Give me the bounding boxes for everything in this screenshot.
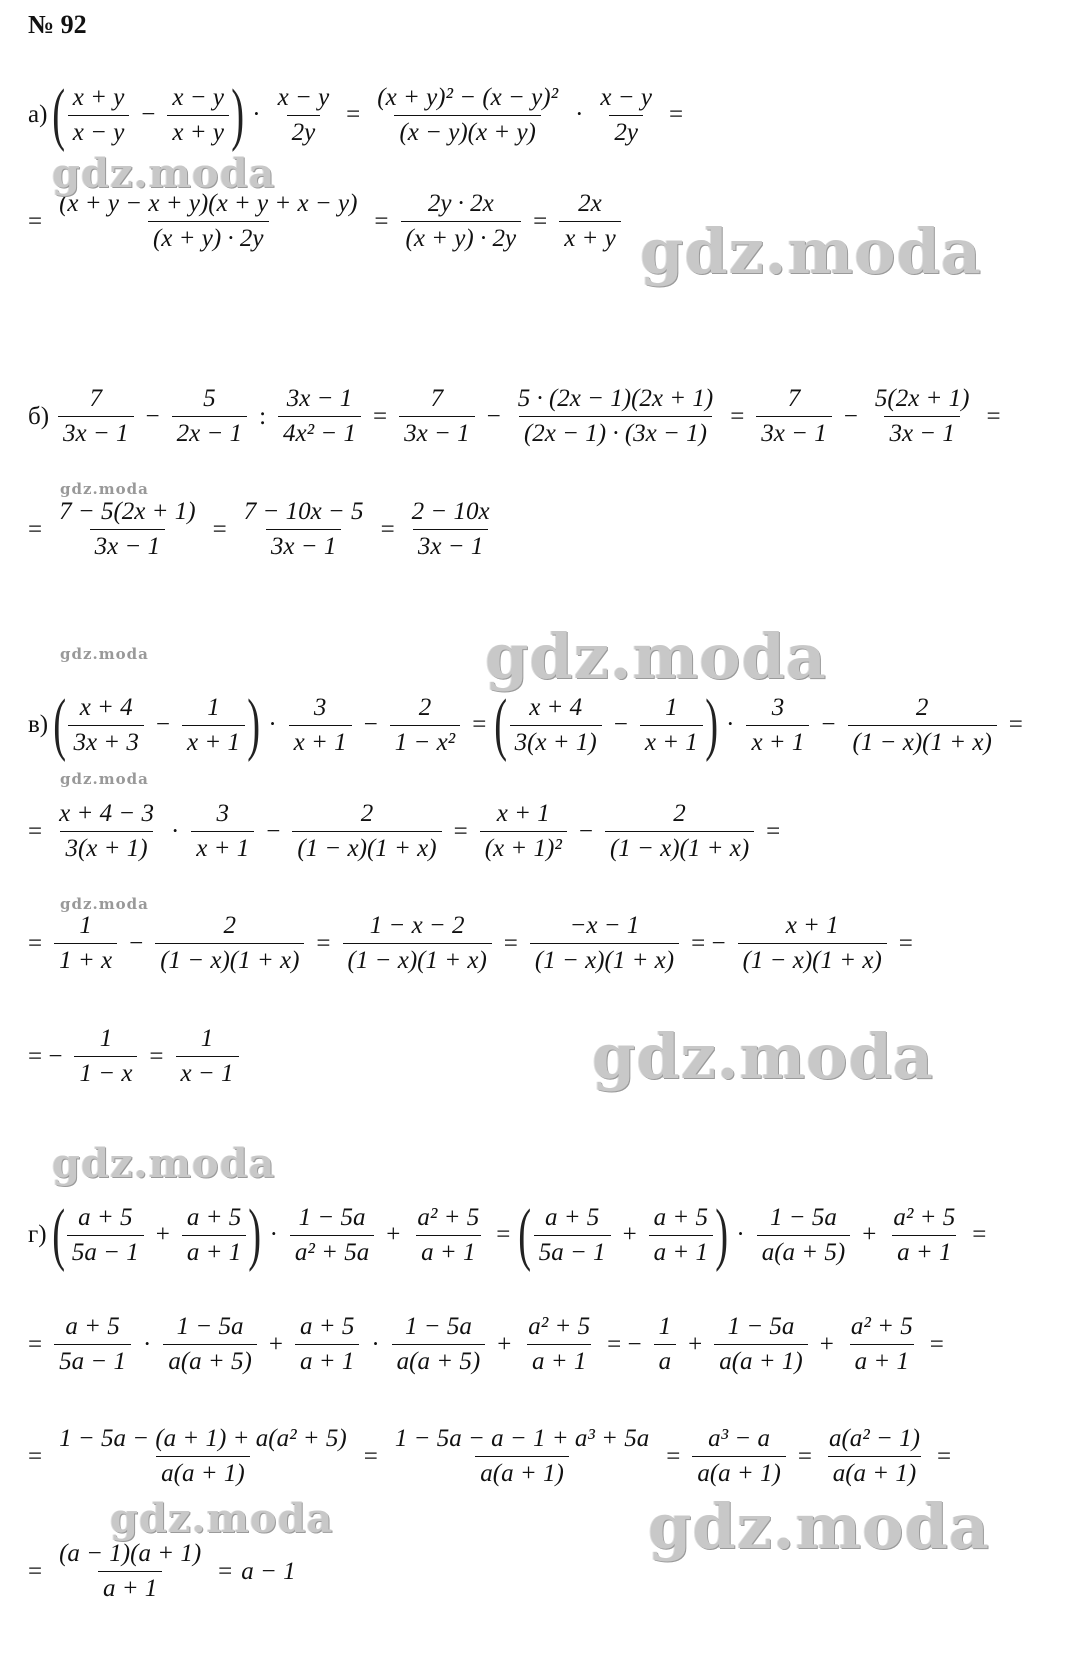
- fraction: $\frac{a + 5}{a + 1}$: [182, 1204, 246, 1267]
- fraction: $\frac{x - y}{2y}$: [600, 83, 652, 146]
- watermark: gdz.moda: [60, 895, 149, 913]
- fraction: $\frac{(x + y - x + y)(x + y + x - y)}{(x + y) \cdot 2y}$: [59, 190, 358, 252]
- solution-b-line-2: = $\frac{7 - 5(2x + 1)}{3x - 1}$ = $\frac{7 - 10x - 5}{3x - 1}$ = $\frac{2 - 10x}{3x - 1}$: [28, 498, 1048, 561]
- fraction: $\frac{1}{x + 1}$: [640, 694, 703, 757]
- fraction: $\frac{2 - 10x}{3x - 1}$: [411, 498, 490, 560]
- solution-g-line-3: = $\frac{\text{1 − 5a − (a + 1) + a(a² + 5)}}{a(a + 1)}$ = $\frac{\text{1 − 5a − a − 1 + a³ + 5a}}{a(a + 1)}$ = $\frac{\text{a³ − a}}{a(a + 1)}$ = $\frac{\text{a(a² − 1)}}{a(a + 1)}$ =: [28, 1425, 952, 1487]
- fraction: $\frac{a + 5}{5a - 1}$: [67, 1204, 144, 1267]
- fraction: $\frac{x - y}{2y}$: [277, 83, 330, 146]
- fraction: $\frac{1 - 5a}{a(a + 5)}$: [392, 1313, 486, 1376]
- fraction: $\frac{\text{a³ − a}}{a(a + 1)}$: [692, 1425, 786, 1488]
- watermark: gdz.moda: [640, 215, 982, 288]
- fraction: $\frac{5 \cdot (2x - 1)(2x + 1)}{(2x - 1) \cdot (3x - 1)}$: [517, 385, 714, 447]
- fraction: $\frac{a + 5}{a + 1}$: [649, 1204, 713, 1267]
- fraction: $\frac{5}{2x - 1}$: [172, 385, 247, 448]
- solution-g-line-2: = $\frac{a + 5}{5a - 1}$ · $\frac{1 - 5a}{a(a + 5)}$ + $\frac{a + 5}{a + 1}$ · $\frac{1 - 5a}{a(a + 5)}$ + $\frac{\text{a² + 5}}{a + 1}$ = − $\frac{1}{a}$ + $\frac{1 - 5a}{a(a + 1)}$ + $\frac{\text{a² + 5}}{a + 1}$ =: [28, 1313, 944, 1375]
- fraction: $\frac{x + y}{x - y}$: [68, 84, 130, 147]
- fraction: $\frac{x + 4}{3x + 3}$: [68, 694, 143, 757]
- fraction: $\frac{1}{x - 1}$: [176, 1025, 239, 1088]
- fraction: $\frac{x + 1}{(1 - x)(1 + x)}$: [738, 912, 887, 975]
- fraction: $\frac{1}{a}$: [654, 1313, 677, 1376]
- solution-g-line-4: = $\frac{(a - 1)(a + 1)}{a + 1}$ = a − 1: [28, 1540, 296, 1602]
- fraction: $\frac{\text{a(a² − 1)}}{a(a + 1)}$: [828, 1425, 920, 1487]
- fraction: $\frac{x + 1}{\text{(x + 1)²}}$: [480, 800, 567, 863]
- fraction: $\frac{a + 5}{5a - 1}$: [534, 1204, 611, 1267]
- fraction: $\frac{7}{3x - 1}$: [58, 385, 133, 448]
- fraction: $\frac{2y \cdot 2x}{(x + y) \cdot 2y}$: [401, 190, 522, 253]
- fraction: $\frac{7 - 5(2x + 1)}{3x - 1}$: [59, 498, 196, 560]
- fraction: $\frac{7}{3x - 1}$: [399, 385, 474, 448]
- fraction: $\frac{x + 4 - 3}{3(x + 1)}$: [59, 800, 154, 862]
- watermark: gdz.moda: [60, 770, 149, 788]
- fraction: $\frac{1}{x + 1}$: [182, 694, 245, 757]
- fraction: $\frac{1 - 5a}{a(a + 5)}$: [757, 1204, 851, 1267]
- fraction: $\frac{2}{(1 - x)(1 + x)}$: [292, 800, 441, 863]
- part-v-label: в): [28, 711, 49, 738]
- fraction: $\frac{\text{1 − 5a − (a + 1) + a(a² + 5)}}{a(a + 1)}$: [59, 1425, 347, 1487]
- solution-a-line-1: а) ( $\frac{x + y}{x - y}$ − $\frac{x - y}{x + y}$ ) · $\frac{x - y}{2y}$ = $\frac{\text{(x + y)² − (x − y)²}}{(x - y)(x + y)}$ · $\frac{x - y}{2y}$ =: [28, 76, 684, 153]
- fraction: $\frac{-x - 1}{(1 - x)(1 + x)}$: [530, 912, 679, 975]
- fraction: $\frac{3}{x + 1}$: [289, 694, 352, 757]
- watermark: gdz.moda: [592, 1020, 934, 1093]
- fraction: $\frac{1 - x - 2}{(1 - x)(1 + x)}$: [343, 912, 492, 975]
- fraction: $\frac{1 - 5a}{a(a + 5)}$: [163, 1313, 257, 1376]
- solution-v-line-1: в) ( $\frac{x + 4}{3x + 3}$ − $\frac{1}{x + 1}$ ) · $\frac{3}{x + 1}$ − $\frac{2}{\text{1 − x²}}$ = ( $\frac{x + 4}{3(x + 1)}$ − $\frac{1}{x + 1}$ ) · $\frac{3}{x + 1}$ − $\frac{2}{(1 - x)(1 + x)}$ =: [28, 686, 1023, 763]
- fraction: $\frac{x - y}{x + y}$: [167, 84, 229, 147]
- fraction: $\frac{2}{(1 - x)(1 + x)}$: [848, 694, 997, 757]
- fraction: $\frac{3}{x + 1}$: [746, 694, 809, 757]
- fraction: $\frac{\text{a² + 5}}{a + 1}$: [417, 1203, 480, 1266]
- watermark: gdz.moda: [485, 620, 827, 693]
- fraction: $\frac{(a - 1)(a + 1)}{a + 1}$: [59, 1540, 202, 1602]
- fraction: $\frac{\text{a² + 5}}{a + 1}$: [893, 1203, 956, 1266]
- solution-a-line-2: = $\frac{(x + y - x + y)(x + y + x - y)}{(x + y) \cdot 2y}$ = $\frac{2y \cdot 2x}{(x + y) \cdot 2y}$ = $\frac{2x}{x + y}$: [28, 190, 1048, 253]
- solution-b-line-1: б) $\frac{7}{3x - 1}$ − $\frac{5}{2x - 1}$ : $\frac{3x - 1}{\text{4x² − 1}}$ = $\frac{7}{3x - 1}$ − $\frac{5 \cdot (2x - 1)(2x + 1)}{(2x - 1) \cdot (3x - 1)}$ = $\frac{7}{3x - 1}$ − $\frac{5(2x + 1)}{3x - 1}$ =: [28, 385, 1001, 447]
- watermark: gdz.moda: [648, 1490, 990, 1563]
- fraction: $\frac{1 - 5a}{\text{a² + 5a}}$: [290, 1204, 374, 1267]
- fraction: $\frac{\text{1 − 5a − a − 1 + a³ + 5a}}{a(a + 1)}$: [394, 1425, 650, 1487]
- problem-number: № 92: [28, 10, 87, 39]
- fraction: $\frac{1}{1 - x}$: [74, 1025, 137, 1088]
- fraction: $\frac{\text{(x + y)² − (x − y)²}}{(x - y)(x + y)}$: [377, 83, 559, 146]
- fraction: $\frac{x + 4}{3(x + 1)}$: [510, 694, 602, 757]
- fraction: $\frac{2}{(1 - x)(1 + x)}$: [605, 800, 754, 863]
- fraction: $\frac{a + 5}{5a - 1}$: [54, 1313, 131, 1376]
- fraction: $\frac{5(2x + 1)}{3x - 1}$: [874, 385, 970, 447]
- fraction: $\frac{\text{a² + 5}}{a + 1}$: [528, 1313, 591, 1375]
- part-b-label: б): [28, 402, 50, 430]
- fraction: $\frac{2}{(1 - x)(1 + x)}$: [155, 912, 304, 975]
- fraction: $\frac{7}{3x - 1}$: [756, 385, 831, 448]
- solution-v-line-2: = $\frac{x + 4 - 3}{3(x + 1)}$ · $\frac{3}{x + 1}$ − $\frac{2}{(1 - x)(1 + x)}$ = $\frac{x + 1}{\text{(x + 1)²}}$ − $\frac{2}{(1 - x)(1 + x)}$ =: [28, 800, 781, 862]
- fraction: $\frac{2}{\text{1 − x²}}$: [390, 694, 460, 757]
- fraction: $\frac{a + 5}{a + 1}$: [295, 1313, 359, 1376]
- fraction: $\frac{1}{1 + x}$: [54, 912, 117, 975]
- fraction: $\frac{2x}{x + y}$: [559, 190, 621, 253]
- fraction: $\frac{3}{x + 1}$: [191, 800, 254, 863]
- solution-v-line-4: = − $\frac{1}{1 - x}$ = $\frac{1}{x - 1}$: [28, 1025, 1048, 1088]
- final-result: a − 1: [241, 1557, 296, 1585]
- watermark: gdz.moda: [110, 1495, 334, 1542]
- fraction: $\frac{\text{a² + 5}}{a + 1}$: [850, 1313, 913, 1375]
- fraction: $\frac{3x - 1}{\text{4x² − 1}}$: [278, 385, 361, 448]
- watermark: gdz.moda: [60, 480, 149, 498]
- watermark: gdz.moda: [52, 150, 276, 197]
- solution-g-line-1: г) ( $\frac{a + 5}{5a - 1}$ + $\frac{a + 5}{a + 1}$ ) · $\frac{1 - 5a}{\text{a² + 5a}}$ + $\frac{\text{a² + 5}}{a + 1}$ = ( $\frac{a + 5}{5a - 1}$ + $\frac{a + 5}{a + 1}$ ) · $\frac{1 - 5a}{a(a + 5)}$ + $\frac{\text{a² + 5}}{a + 1}$ =: [28, 1196, 987, 1273]
- fraction: $\frac{1 - 5a}{a(a + 1)}$: [714, 1313, 808, 1376]
- fraction: $\frac{7 - 10x - 5}{3x - 1}$: [243, 498, 364, 560]
- watermark: gdz.moda: [60, 645, 149, 663]
- part-a-label: а): [28, 101, 48, 128]
- part-g-label: г): [28, 1221, 47, 1248]
- watermark: gdz.moda: [52, 1140, 276, 1187]
- solution-v-line-3: = $\frac{1}{1 + x}$ − $\frac{2}{(1 - x)(1 + x)}$ = $\frac{1 - x - 2}{(1 - x)(1 + x)}$ = $\frac{-x - 1}{(1 - x)(1 + x)}$ = − $\frac{x + 1}{(1 - x)(1 + x)}$ =: [28, 912, 913, 974]
